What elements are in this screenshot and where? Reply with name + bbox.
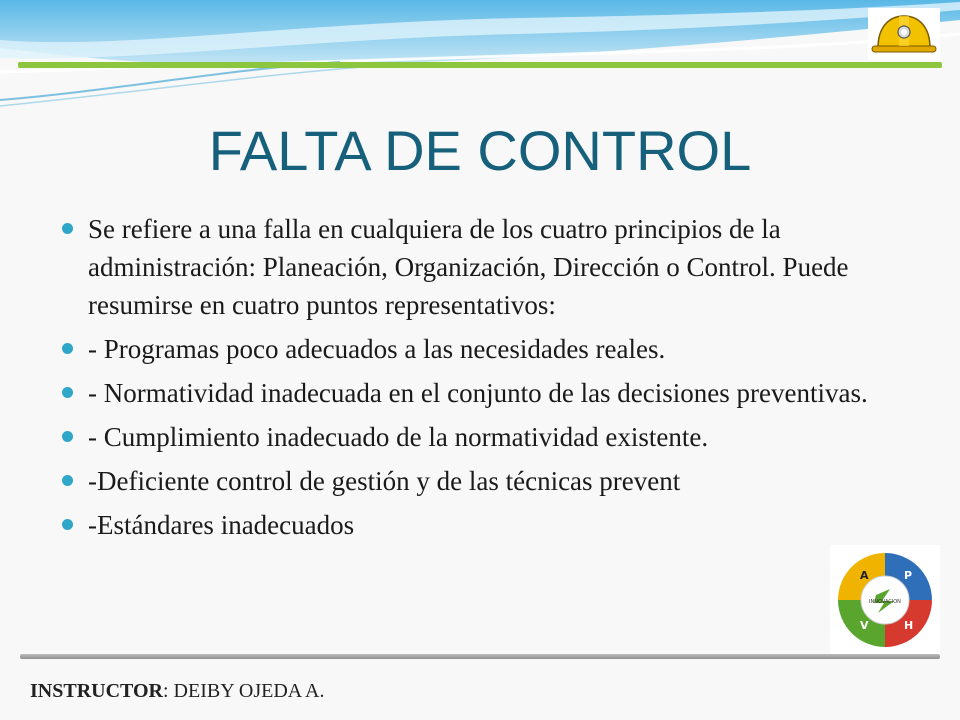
phva-cycle-icon bbox=[830, 545, 940, 655]
instructor-label: INSTRUCTOR bbox=[30, 680, 163, 702]
cycle-label-a: A bbox=[860, 569, 869, 582]
bullet-text: -Estándares inadecuados bbox=[88, 510, 355, 540]
cycle-label-h: H bbox=[904, 619, 914, 632]
bullet-item bbox=[60, 418, 920, 456]
bullet-icon bbox=[62, 387, 73, 398]
bullet-item bbox=[60, 374, 920, 412]
bullet-text: Se refiere a una falla en cualquiera de los cuatro principios de la administración: Planeación, Organización, Dirección o Control. Puede resumirse en cuatro puntos representativos: bbox=[88, 214, 849, 320]
bullet-icon bbox=[62, 431, 73, 442]
bullet-text: -Deficiente control de gestión y de las técnicas prevent bbox=[88, 466, 681, 496]
bullet-item bbox=[60, 330, 920, 368]
helmet-icon bbox=[868, 8, 940, 60]
slide-title: FALTA DE CONTROL bbox=[208, 119, 752, 182]
bullet-item bbox=[60, 462, 920, 500]
instructor-name: : DEIBY OJEDA A. bbox=[163, 680, 325, 702]
cycle-label-p: P bbox=[904, 569, 913, 582]
bullet-list bbox=[60, 210, 920, 550]
bullet-icon bbox=[62, 475, 73, 486]
bullet-icon bbox=[62, 343, 73, 354]
bullet-item bbox=[60, 210, 920, 324]
phva-cycle-logo bbox=[830, 545, 940, 655]
cycle-label-v: V bbox=[860, 619, 869, 632]
header-wave-decoration bbox=[0, 0, 960, 120]
cycle-center-text: INNOVACION bbox=[869, 599, 901, 605]
bullet-text: - Cumplimiento inadecuado de la normatividad existente. bbox=[88, 422, 709, 452]
bullet-icon bbox=[62, 519, 73, 530]
footer-divider bbox=[20, 654, 940, 659]
instructor-credit bbox=[30, 680, 324, 703]
bullet-text: - Normatividad inadecuada en el conjunto de las decisiones preventivas. bbox=[88, 378, 868, 408]
bullet-item bbox=[60, 506, 920, 544]
bullet-text: - Programas poco adecuados a las necesidades reales. bbox=[88, 334, 666, 364]
bullet-icon bbox=[62, 223, 73, 234]
helmet-logo bbox=[868, 8, 940, 60]
